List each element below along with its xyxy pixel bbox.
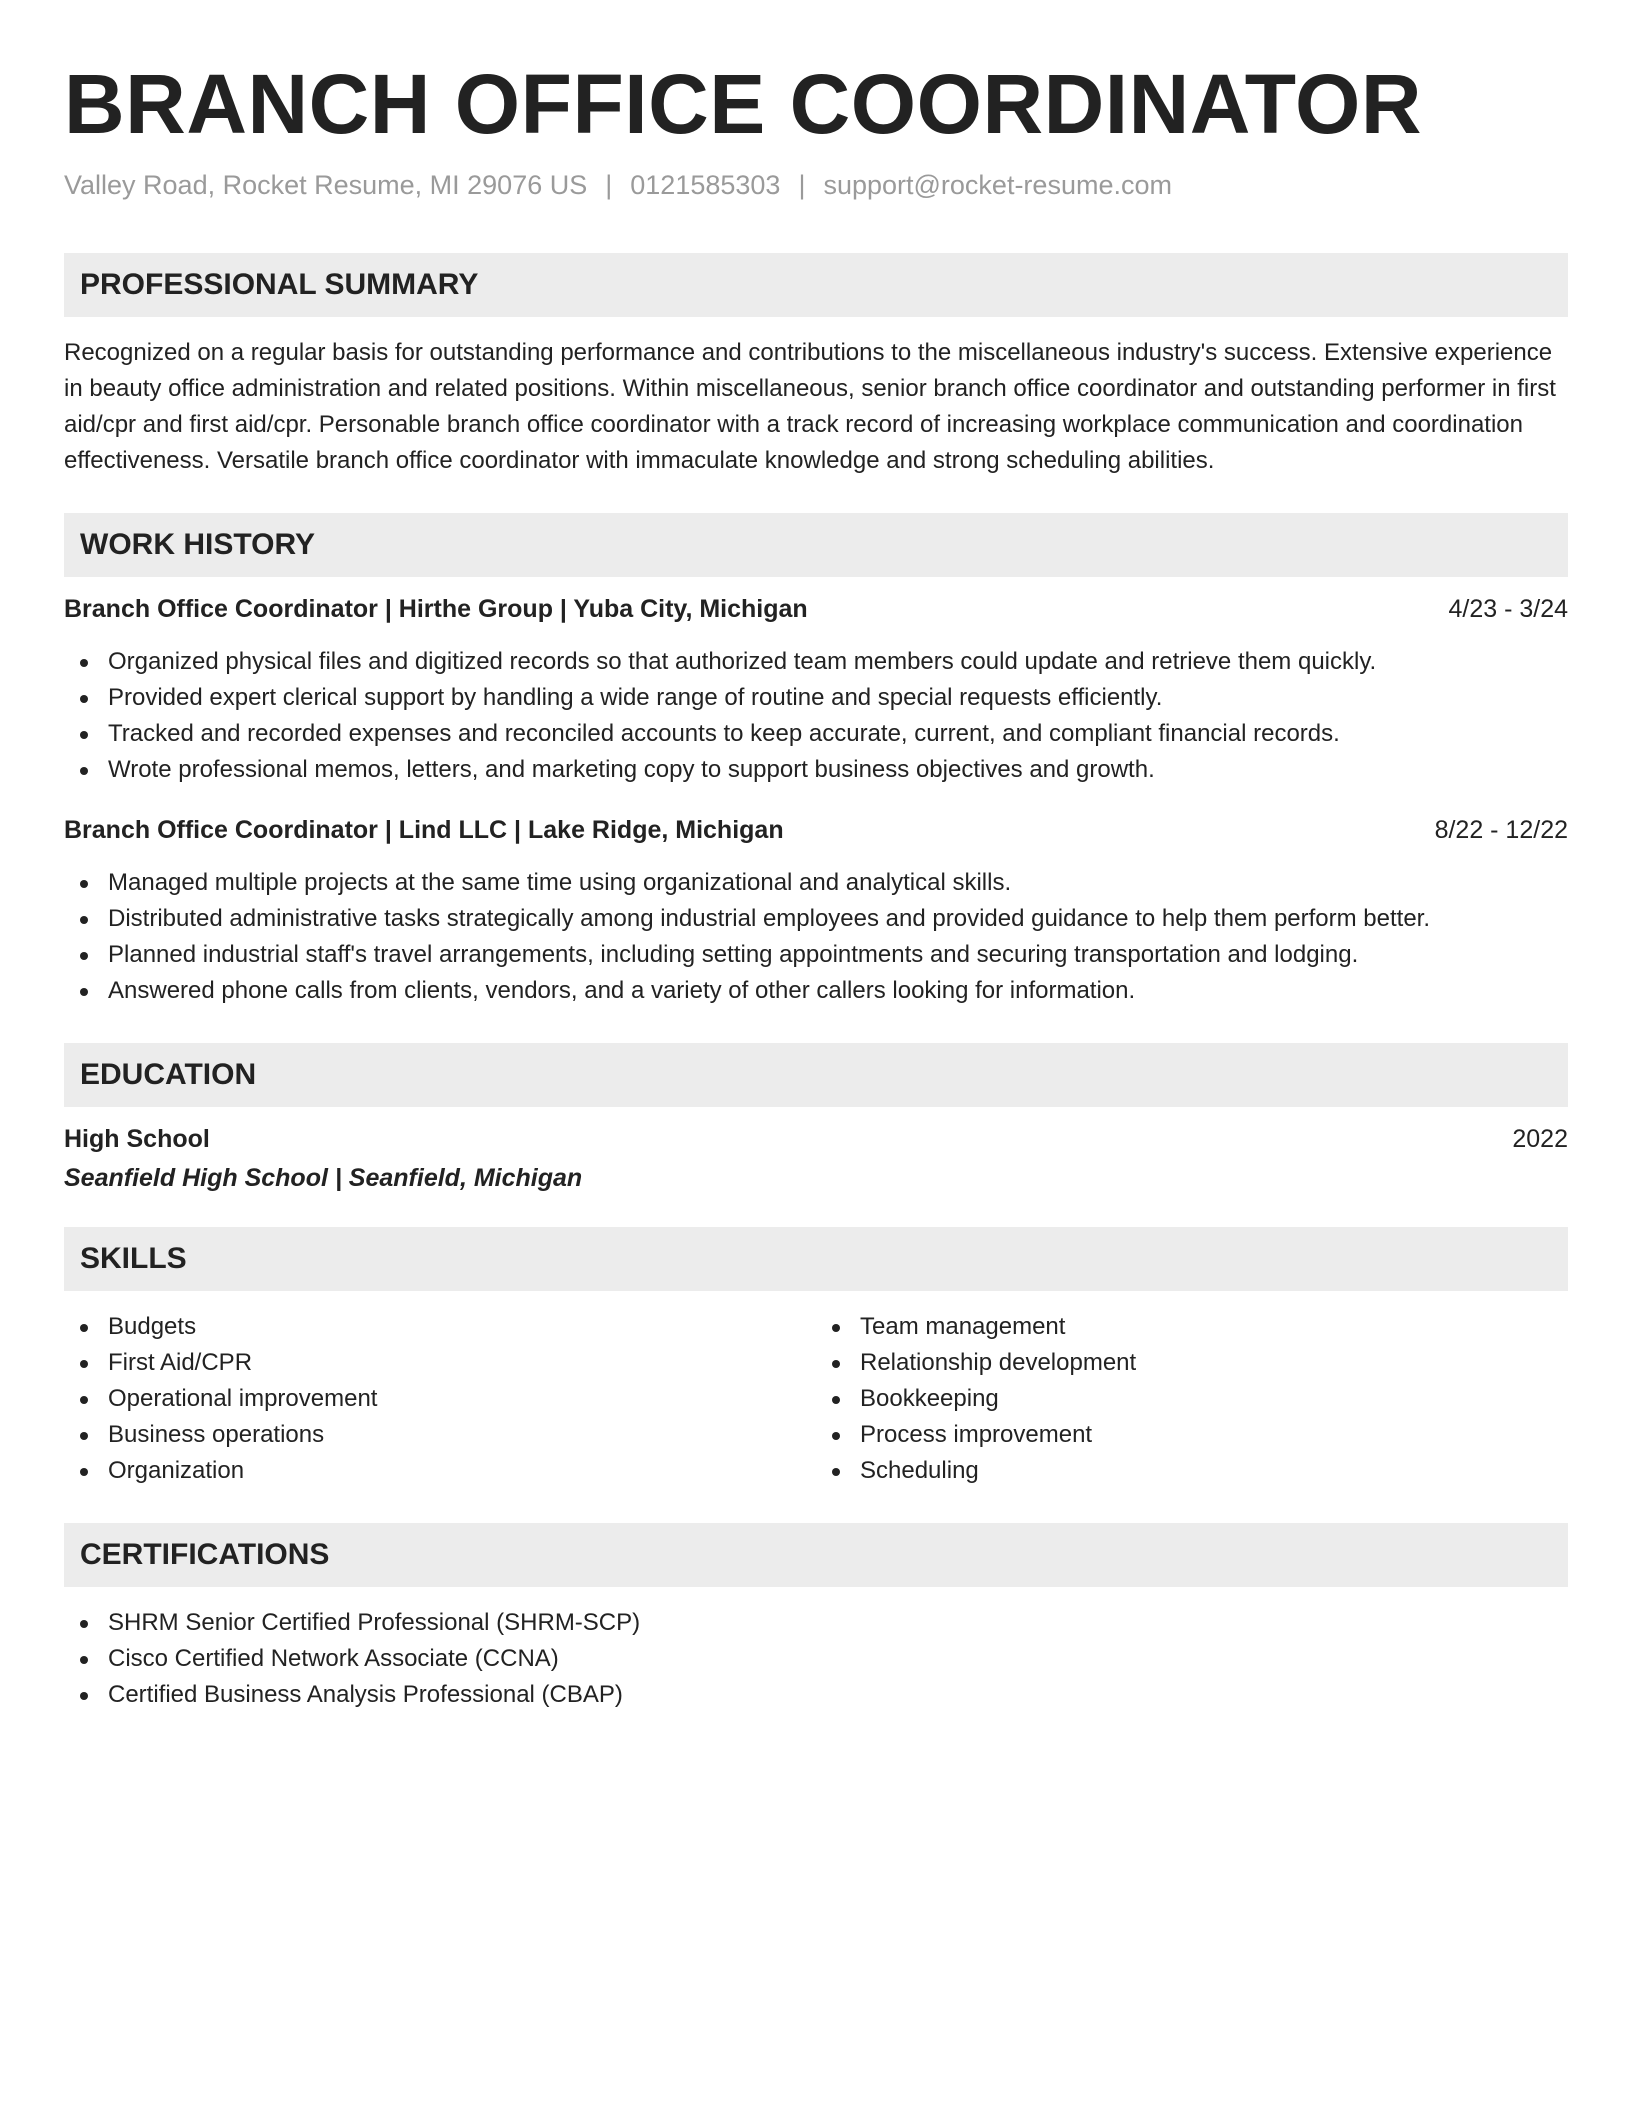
bullet-icon: [80, 880, 88, 888]
education-school: Seanfield High School | Seanfield, Michigan: [64, 1164, 583, 1192]
certification-text: Certified Business Analysis Professional (CBAP): [108, 1681, 623, 1708]
education-year: 2022: [1512, 1125, 1568, 1153]
bullet-icon: [80, 916, 88, 924]
skill-text: Team management: [860, 1313, 1066, 1340]
job-bullet: [64, 752, 1568, 788]
job-header: [64, 816, 1568, 845]
education-degree: High School: [64, 1125, 210, 1153]
job-bullet: [64, 680, 1568, 716]
skill-text: Operational improvement: [108, 1385, 378, 1412]
bullet-icon: [80, 1620, 88, 1628]
bullet-icon: [80, 1432, 88, 1440]
job-header: [64, 595, 1568, 624]
skill-item: [816, 1309, 1568, 1345]
certification-text: SHRM Senior Certified Professional (SHRM-SCP): [108, 1609, 641, 1636]
skill-item: [816, 1453, 1568, 1489]
contact-line: [64, 170, 1568, 201]
job-bullets: [64, 644, 1568, 788]
bullet-icon: [80, 695, 88, 703]
bullet-icon: [80, 731, 88, 739]
job-bullet-text: Organized physical files and digitized records so that authorized team members could update and retrieve them quickly.: [108, 648, 1377, 675]
skills-column-left: [64, 1309, 816, 1489]
skill-item: [816, 1417, 1568, 1453]
skill-item: [64, 1453, 816, 1489]
job-dates: 8/22 - 12/22: [1434, 816, 1568, 844]
job-entry: [64, 595, 1568, 788]
job-bullet-text: Tracked and recorded expenses and reconciled accounts to keep accurate, current, and compliant financial records.: [108, 720, 1340, 747]
job-bullet-text: Wrote professional memos, letters, and marketing copy to support business objectives and growth.: [108, 756, 1155, 783]
skill-text: First Aid/CPR: [108, 1349, 253, 1376]
job-bullet: [64, 973, 1568, 1009]
certifications-list: [64, 1605, 1568, 1713]
job-bullet: [64, 901, 1568, 937]
skill-item: [64, 1345, 816, 1381]
bullet-icon: [80, 767, 88, 775]
job-bullet-text: Planned industrial staff's travel arrangements, including setting appointments and securing transportation and lodging.: [108, 941, 1359, 968]
job-bullet-text: Provided expert clerical support by handling a wide range of routine and special requests efficiently.: [108, 684, 1163, 711]
job-entry: [64, 816, 1568, 1009]
summary-text: Recognized on a regular basis for outstanding performance and contributions to the miscellaneous industry's success. Extensive experience in beauty office administration and related positions. Within miscellaneous, senior branch office coordinator and outstanding performer in first aid/cpr and first aid/cpr. Personable branch office coordinator with a track record of increasing workplace communication and coordination effectiveness. Versatile branch office coordinator with immaculate knowledge and strong scheduling abilities.: [64, 339, 1556, 474]
certification-item: [64, 1641, 1568, 1677]
education-header: [64, 1125, 1568, 1154]
skill-text: Process improvement: [860, 1421, 1093, 1448]
bullet-icon: [832, 1324, 840, 1332]
skill-text: Relationship development: [860, 1349, 1137, 1376]
certification-text: Cisco Certified Network Associate (CCNA): [108, 1645, 559, 1672]
bullet-icon: [832, 1396, 840, 1404]
bullet-icon: [80, 1468, 88, 1476]
certification-item: [64, 1605, 1568, 1641]
job-bullet-text: Answered phone calls from clients, vendors, and a variety of other callers looking for information.: [108, 977, 1136, 1004]
bullet-icon: [832, 1360, 840, 1368]
job-title: Branch Office Coordinator | Hirthe Group | Yuba City, Michigan: [64, 595, 808, 623]
job-dates: 4/23 - 3/24: [1448, 595, 1568, 623]
job-bullet: [64, 716, 1568, 752]
skills-column-right: [816, 1309, 1568, 1489]
skills-grid: [64, 1309, 1568, 1489]
skill-text: Bookkeeping: [860, 1385, 999, 1412]
section-heading-certifications: CERTIFICATIONS: [64, 1523, 1568, 1587]
job-bullet: [64, 644, 1568, 680]
skills-list: [64, 1309, 816, 1489]
contact-separator: |: [605, 170, 613, 200]
skill-item: [816, 1381, 1568, 1417]
job-bullet-text: Managed multiple projects at the same time using organizational and analytical skills.: [108, 869, 1012, 896]
candidate-name: BRANCH OFFICE COORDINATOR: [64, 57, 1423, 151]
section-heading-summary: PROFESSIONAL SUMMARY: [64, 253, 1568, 317]
skill-text: Scheduling: [860, 1457, 979, 1484]
bullet-icon: [80, 659, 88, 667]
skill-item: [816, 1345, 1568, 1381]
job-bullets: [64, 865, 1568, 1009]
contact-separator: |: [798, 170, 806, 200]
section-heading-work-history: WORK HISTORY: [64, 513, 1568, 577]
bullet-icon: [80, 1324, 88, 1332]
job-bullet-text: Distributed administrative tasks strategically among industrial employees and provided guidance to help them perform better.: [108, 905, 1431, 932]
bullet-icon: [80, 1360, 88, 1368]
skill-text: Budgets: [108, 1313, 197, 1340]
skill-item: [64, 1417, 816, 1453]
job-bullet: [64, 937, 1568, 973]
skill-text: Business operations: [108, 1421, 325, 1448]
section-heading-education: EDUCATION: [64, 1043, 1568, 1107]
contact-phone: 0121585303: [630, 170, 781, 200]
certification-item: [64, 1677, 1568, 1713]
job-title: Branch Office Coordinator | Lind LLC | Lake Ridge, Michigan: [64, 816, 784, 844]
bullet-icon: [80, 952, 88, 960]
skills-list: [816, 1309, 1568, 1489]
section-heading-skills: SKILLS: [64, 1227, 1568, 1291]
bullet-icon: [832, 1468, 840, 1476]
contact-address: Valley Road, Rocket Resume, MI 29076 US: [64, 170, 588, 200]
skill-item: [64, 1381, 816, 1417]
skill-item: [64, 1309, 816, 1345]
bullet-icon: [80, 1396, 88, 1404]
skill-text: Organization: [108, 1457, 245, 1484]
contact-email: support@rocket-resume.com: [823, 170, 1172, 200]
bullet-icon: [80, 1656, 88, 1664]
bullet-icon: [832, 1432, 840, 1440]
job-bullet: [64, 865, 1568, 901]
bullet-icon: [80, 1692, 88, 1700]
bullet-icon: [80, 988, 88, 996]
